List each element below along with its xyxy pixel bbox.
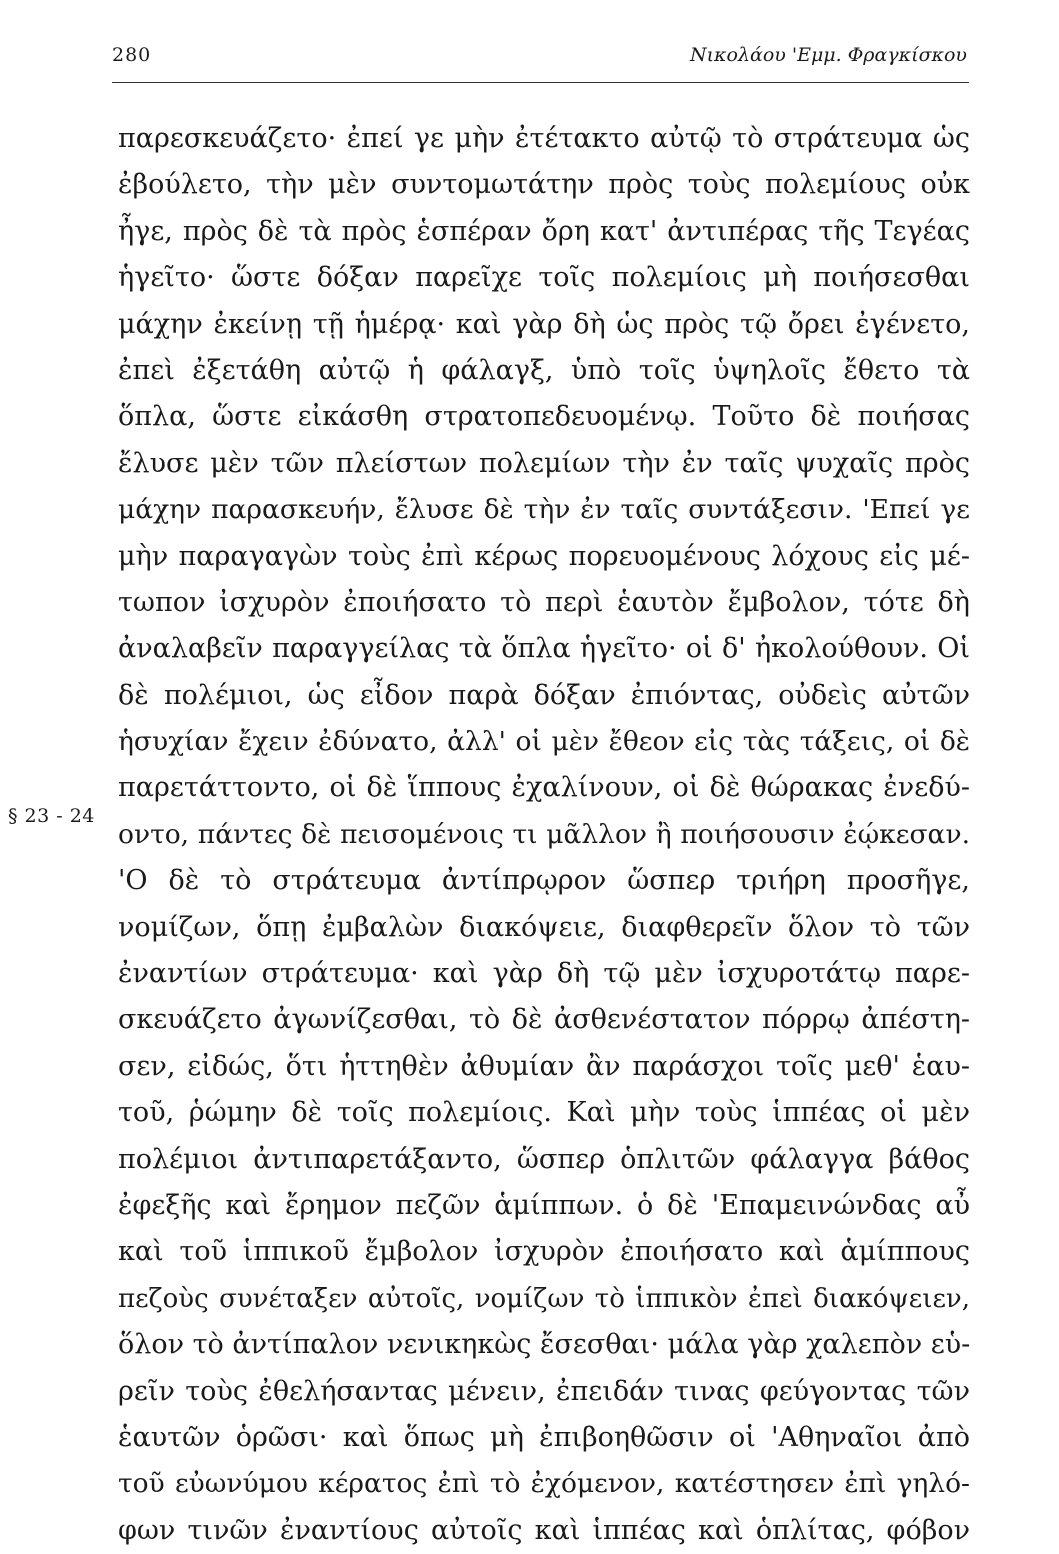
text-line: τοῦ εὐωνύμου κέρατος ἐπὶ τὸ ἐχόμενον, κατέστησεν ἐπὶ γηλό- [118,1468,970,1500]
text-line: καὶ τοῦ ἱππικοῦ ἔμβολον ἰσχυρὸν ἐποιήσατο καὶ ἁμίππους [118,1236,970,1268]
text-line: οντο, πάντες δὲ πεισομένοις τι μᾶλλον ἢ ποιήσουσιν ἐῴκεσαν. [118,818,970,850]
text-line: ἡγεῖτο· ὥστε δόξαν παρεῖχε τοῖς πολεμίοις μὴ ποιήσεσθαι [118,262,970,294]
text-line: ἐβούλετο, τὴν μὲν συντομωτάτην πρὸς τοὺς πολεμίους οὐκ [118,169,970,201]
text-line: μάχην παρασκευήν, ἔλυσε δὲ τὴν ἐν ταῖς συντάξεσιν. 'Επεί γε [118,494,970,526]
running-head: Νικολάου 'Εμμ. Φραγκίσκου [689,44,967,66]
text-line: τοῦ, ῥώμην δὲ τοῖς πολεμίοις. Καὶ μὴν τοὺς ἱππέας οἱ μὲν [118,1097,970,1129]
header-rule [112,82,969,83]
text-line: παρετάττοντο, οἱ δὲ ἵππους ἐχαλίνουν, οἱ δὲ θώρακας ἐνεδύ- [118,772,970,804]
text-line: ἐπεὶ ἐξετάθη αὐτῷ ἡ φάλαγξ, ὑπὸ τοῖς ὑψηλοῖς ἔθετο τὰ [118,354,970,386]
text-line: 'Ο δὲ τὸ στράτευμα ἀντίπρῳρον ὥσπερ τριήρη προσῆγε, [118,865,970,897]
text-line: ὅπλα, ὥστε εἰκάσθη στρατοπεδευομένῳ. Τοῦτο δὲ ποιήσας [118,401,970,433]
text-line: ὅλον τὸ ἀντίπαλον νενικηκὼς ἔσεσθαι· μάλα γὰρ χαλεπὸν εὑ- [118,1329,971,1361]
text-line: φων τινῶν ἐναντίους αὐτοῖς καὶ ἱππέας καὶ ὁπλίτας, φόβον [118,1514,970,1546]
text-line: πολέμιοι ἀντιπαρετάξαντο, ὥσπερ ὁπλιτῶν φάλαγγα βάθος [118,1143,970,1175]
text-line: ἔλυσε μὲν τῶν πλείστων πολεμίων τὴν ἐν ταῖς ψυχαῖς πρὸς [118,447,970,479]
text-line: μάχην ἐκείνῃ τῇ ἡμέρᾳ· καὶ γὰρ δὴ ὡς πρὸς τῷ ὄρει ἐγένετο, [118,308,970,340]
text-line: ἑαυτῶν ὁρῶσι· καὶ ὅπως μὴ ἐπιβοηθῶσιν οἱ 'Αθηναῖοι ἀπὸ [118,1421,970,1453]
text-line: ἡσυχίαν ἔχειν ἐδύνατο, ἀλλ' οἱ μὲν ἔθεον εἰς τὰς τάξεις, οἱ δὲ [118,726,970,758]
text-line: τωπον ἰσχυρὸν ἐποιήσατο τὸ περὶ ἑαυτὸν ἔμβολον, τότε δὴ [118,586,970,618]
text-line: δὲ πολέμιοι, ὡς εἶδον παρὰ δόξαν ἐπιόντας, οὐδεὶς αὐτῶν [118,679,970,711]
text-line: πεζοὺς συνέταξεν αὐτοῖς, νομίζων τὸ ἱππικὸν ἐπεὶ διακόψειεν, [118,1283,970,1314]
page-header [0,0,1059,90]
margin-note-section-ref: § 23 - 24 [8,805,95,827]
text-line: ρεῖν τοὺς ἐθελήσαντας μένειν, ἐπειδάν τινας φεύγοντας τῶν [118,1375,970,1407]
text-line: σεν, εἰδώς, ὅτι ἡττηθὲν ἀθυμίαν ἂν παράσχοι τοῖς μεθ' ἑαυ- [118,1050,970,1082]
text-line: σκευάζετο ἀγωνίζεσθαι, τὸ δὲ ἀσθενέστατον πόρρῳ ἀπέστη- [118,1004,970,1036]
text-line: ἦγε, πρὸς δὲ τὰ πρὸς ἑσπέραν ὄρη κατ' ἀντιπέρας τῆς Τεγέας [118,215,970,247]
text-line: ἐναντίων στράτευμα· καὶ γὰρ δὴ τῷ μὲν ἰσχυροτάτῳ παρε- [118,958,970,990]
text-line: μὴν παραγαγὼν τοὺς ἐπὶ κέρως πορευομένους λόχους εἰς μέ- [118,540,970,572]
page-number: 280 [112,44,152,66]
text-line: ἀναλαβεῖν παραγγείλας τὰ ὅπλα ἡγεῖτο· οἱ δ' ἠκολούθουν. Οἱ [118,633,970,665]
text-line: ἐφεξῆς καὶ ἔρημον πεζῶν ἁμίππων. ὁ δὲ 'Επαμεινώνδας αὖ [118,1189,970,1221]
text-line: παρεσκευάζετο· ἐπεί γε μὴν ἐτέτακτο αὐτῷ τὸ στράτευμα ὡς [118,123,970,154]
text-line: νομίζων, ὅπῃ ἐμβαλὼν διακόψειε, διαφθερεῖν ὅλον τὸ τῶν [118,911,970,943]
body-text [118,116,970,1554]
